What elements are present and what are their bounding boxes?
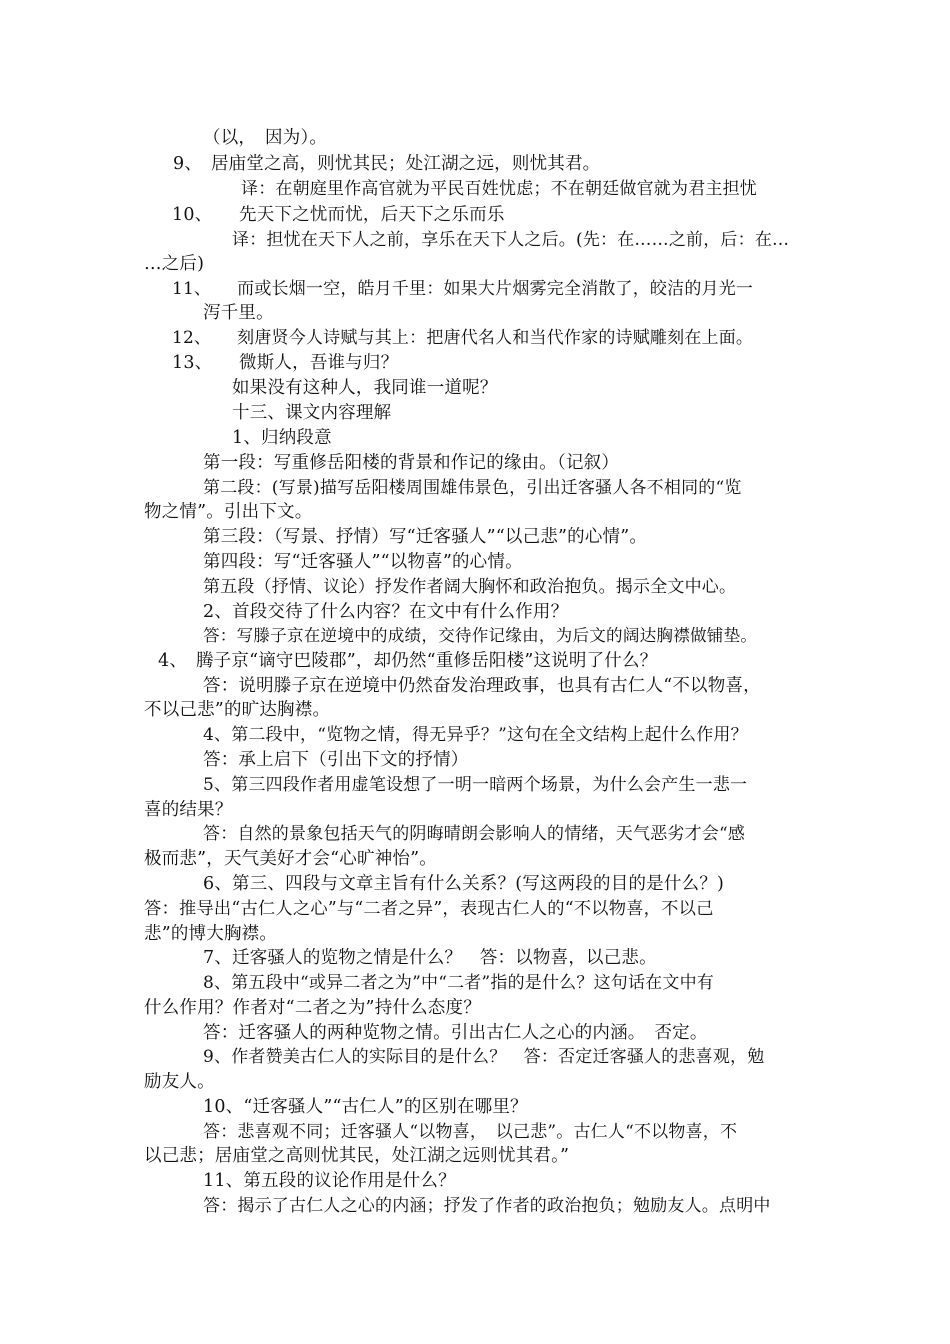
answer-line: 答：悲喜观不同；迁客骚人“以物喜， 以己悲”。古仁人“不以物喜，不 xyxy=(203,1122,738,1142)
text-line: 悲”的博大胸襟。 xyxy=(144,924,278,944)
section-heading: 十三、课文内容理解 xyxy=(232,403,392,423)
text-line: 9、 居庙堂之高，则忧其民；处江湖之远，则忧其君。 xyxy=(173,154,601,174)
text-line: 励友人。 xyxy=(144,1072,215,1092)
text-line: 第五段（抒情、议论）抒发作者阔大胸怀和政治抱负。揭示全文中心。 xyxy=(203,577,737,597)
answer-line: 答：写滕子京在逆境中的成绩，交待作记缘由，为后文的阔达胸襟做铺垫。 xyxy=(203,626,758,645)
text-line: 13、 微斯人，吾谁与归？ xyxy=(172,353,399,373)
question-line: 6、第三、四段与文章主旨有什么关系？(写这两段的目的是什么？) xyxy=(203,874,724,894)
text-line: 什么作用？作者对“二者之为”持什么态度？ xyxy=(144,998,481,1018)
text-line: …之后) xyxy=(144,254,205,274)
text-line: 如果没有这种人，我同谁一道呢？ xyxy=(232,378,498,398)
text-line: 第二段：(写景)描写岳阳楼周围雄伟景色，引出迁客骚人各不相同的“览 xyxy=(203,478,742,498)
question-line: 7、迁客骚人的览物之情是什么？ 答：以物喜，以己悲。 xyxy=(203,948,657,968)
text-line: 第四段：写“迁客骚人”“以物喜”的心情。 xyxy=(203,552,523,572)
text-line: 译：担忧在天下人之前，享乐在天下人之后。(先：在……之前，后：在… xyxy=(232,230,790,250)
question-line: 10、“迁客骚人”“古仁人”的区别在哪里？ xyxy=(203,1097,528,1117)
answer-line: 答：承上启下（引出下文的抒情） xyxy=(203,750,469,770)
question-line: 8、第五段中“或异二者之为”中“二者”指的是什么？这句话在文中有 xyxy=(203,973,714,993)
text-line: （以， 因为）。 xyxy=(203,128,328,148)
question-line: 2、首段交待了什么内容？在文中有什么作用？ xyxy=(203,602,569,622)
question-line: 5、第三四段作者用虚笔设想了一明一暗两个场景，为什么会产生一悲一 xyxy=(203,775,748,795)
text-line: 泻千里。 xyxy=(203,303,274,323)
answer-line: 答：推导出“古仁人之心”与“二者之异”，表现古仁人的“不以物喜，不以己 xyxy=(144,899,714,919)
answer-line: 答：自然的景象包括天气的阴晦晴朗会影响人的情绪，天气恶劣才会“感 xyxy=(203,824,746,844)
question-line: 4、 腾子京“谪守巴陵郡”，却仍然“重修岳阳楼”这说明了什么？ xyxy=(158,651,658,671)
subsection-heading: 1、归纳段意 xyxy=(232,428,332,448)
text-line: 喜的结果？ xyxy=(144,800,233,820)
text-line: 译：在朝庭里作高官就为平民百姓忧虑；不在朝廷做官就为君主担忧 xyxy=(241,179,757,199)
answer-line: 答：说明滕子京在逆境中仍然奋发治理政事，也具有古仁人“不以物喜， xyxy=(203,676,761,696)
text-line: 11、 而或长烟一空，皓月千里：如果大片烟雾完全消散了，皎洁的月光一 xyxy=(172,279,754,299)
text-line: 物之情”。引出下文。 xyxy=(144,502,313,522)
answer-line: 答：揭示了古仁人之心的内涵；抒发了作者的政治抱负；勉励友人。点明中 xyxy=(203,1196,771,1216)
text-line: 不以己悲”的旷达胸襟。 xyxy=(144,700,331,720)
answer-line: 答：迁客骚人的两种览物之情。引出古仁人之心的内涵。 否定。 xyxy=(203,1023,708,1043)
question-line: 9、作者赞美古仁人的实际目的是什么？ 答：否定迁客骚人的悲喜观，勉 xyxy=(203,1047,765,1067)
text-line: 10、 先天下之忧而忧，后天下之乐而乐 xyxy=(172,205,505,225)
text-line: 第三段：（写景、抒情）写“迁客骚人”“以己悲”的心情”。 xyxy=(203,527,648,547)
text-line: 第一段：写重修岳阳楼的背景和作记的缘由。（记叙） xyxy=(203,453,620,473)
text-line: 12、 刻唐贤今人诗赋与其上：把唐代名人和当代作家的诗赋雕刻在上面。 xyxy=(172,328,754,348)
text-line: 极而悲”，天气美好才会“心旷神怡”。 xyxy=(144,849,437,869)
text-line: 以己悲；居庙堂之高则忧其民，处江湖之远则忧其君。” xyxy=(144,1146,570,1166)
question-line: 11、第五段的议论作用是什么？ xyxy=(203,1171,456,1191)
question-line: 4、第二段中，“览物之情，得无异乎？”这句在全文结构上起什么作用？ xyxy=(203,725,748,745)
